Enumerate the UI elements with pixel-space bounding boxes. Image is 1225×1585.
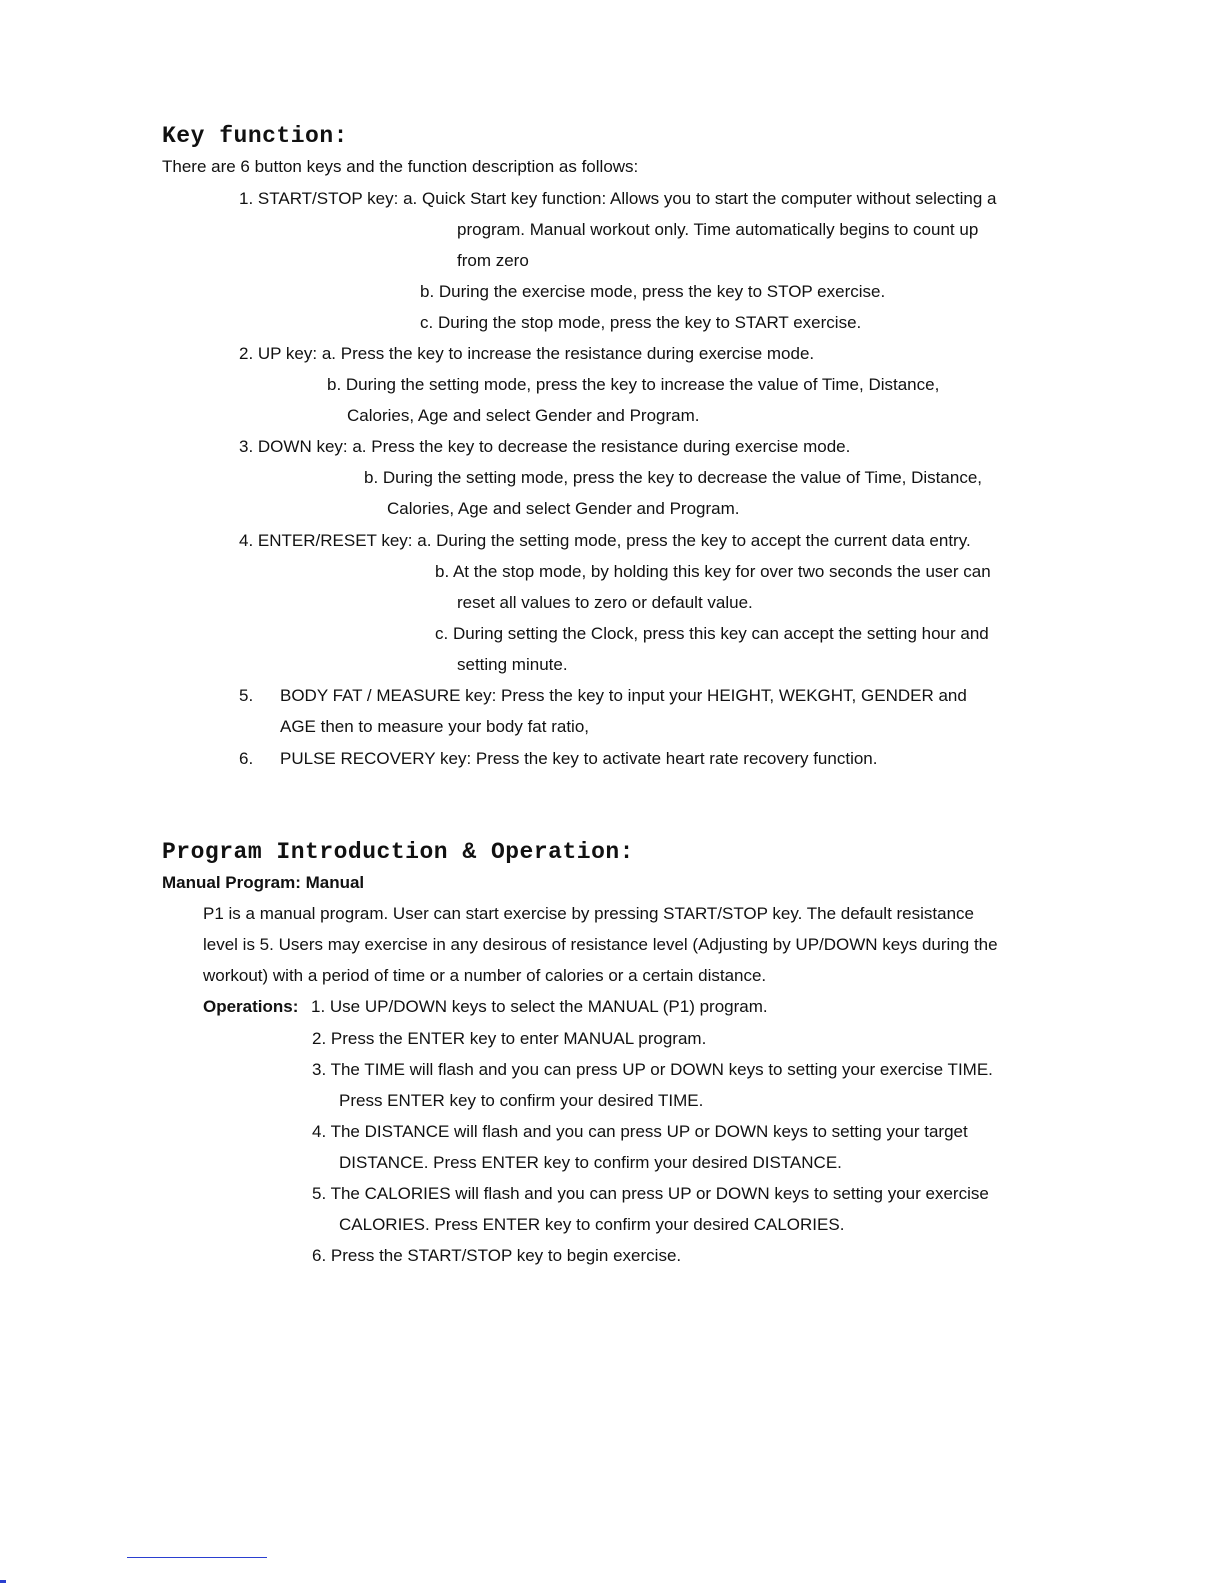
key-line: b. At the stop mode, by holding this key for over two seconds the user can [435,562,991,581]
key-line: from zero [457,251,529,270]
key-line: Calories, Age and select Gender and Program. [387,499,740,518]
program-subheading: Manual Program: Manual [162,873,365,892]
page-edge-mark [0,1580,6,1583]
operations-label: Operations: [203,997,299,1016]
key-line: AGE then to measure your body fat ratio, [280,717,589,736]
operation-step: 5. The CALORIES will flash and you can press UP or DOWN keys to setting your exercise [312,1184,989,1203]
key-line: 2. UP key: a. Press the key to increase the resistance during exercise mode. [239,344,815,363]
program-paragraph-line: P1 is a manual program. User can start exercise by pressing START/STOP key. The default resistance [203,904,975,923]
key-line: 3. DOWN key: a. Press the key to decrease the resistance during exercise mode. [239,437,851,456]
program-heading: Program Introduction & Operation: [162,839,634,865]
key-line: setting minute. [457,655,568,674]
key-function-intro: There are 6 button keys and the function description as follows: [162,157,639,176]
key-line: 1. START/STOP key: a. Quick Start key function: Allows you to start the computer without selecting a [239,189,997,208]
footnote-separator [127,1557,267,1558]
key-line: Calories, Age and select Gender and Program. [347,406,700,425]
key-line: c. During the stop mode, press the key to START exercise. [420,313,862,332]
key-line: PULSE RECOVERY key: Press the key to activate heart rate recovery function. [280,749,878,768]
operation-step: Press ENTER key to confirm your desired TIME. [339,1091,704,1110]
program-paragraph-line: level is 5. Users may exercise in any desirous of resistance level (Adjusting by UP/DOWN keys during the [203,935,998,954]
key-line: b. During the setting mode, press the key to increase the value of Time, Distance, [327,375,940,394]
operation-step: 1. Use UP/DOWN keys to select the MANUAL (P1) program. [311,997,768,1016]
operation-step: 2. Press the ENTER key to enter MANUAL program. [312,1029,707,1048]
key-line: BODY FAT / MEASURE key: Press the key to input your HEIGHT, WEKGHT, GENDER and [280,686,967,705]
key-line: program. Manual workout only. Time automatically begins to count up [457,220,979,239]
operation-step: 6. Press the START/STOP key to begin exercise. [312,1246,682,1265]
key-function-heading: Key function: [162,123,348,149]
key-line: b. During the setting mode, press the key to decrease the value of Time, Distance, [364,468,982,487]
key-item-number: 5. [239,686,254,705]
key-line: c. During setting the Clock, press this key can accept the setting hour and [435,624,989,643]
key-line: 4. ENTER/RESET key: a. During the setting mode, press the key to accept the current data entry. [239,531,971,550]
program-paragraph-line: workout) with a period of time or a number of calories or a certain distance. [203,966,767,985]
operation-step: 4. The DISTANCE will flash and you can press UP or DOWN keys to setting your target [312,1122,968,1141]
key-line: b. During the exercise mode, press the key to STOP exercise. [420,282,886,301]
operation-step: CALORIES. Press ENTER key to confirm your desired CALORIES. [339,1215,845,1234]
key-line: reset all values to zero or default value. [457,593,753,612]
key-item-number: 6. [239,749,254,768]
operation-step: DISTANCE. Press ENTER key to confirm your desired DISTANCE. [339,1153,842,1172]
operation-step: 3. The TIME will flash and you can press UP or DOWN keys to setting your exercise TIME. [312,1060,993,1079]
